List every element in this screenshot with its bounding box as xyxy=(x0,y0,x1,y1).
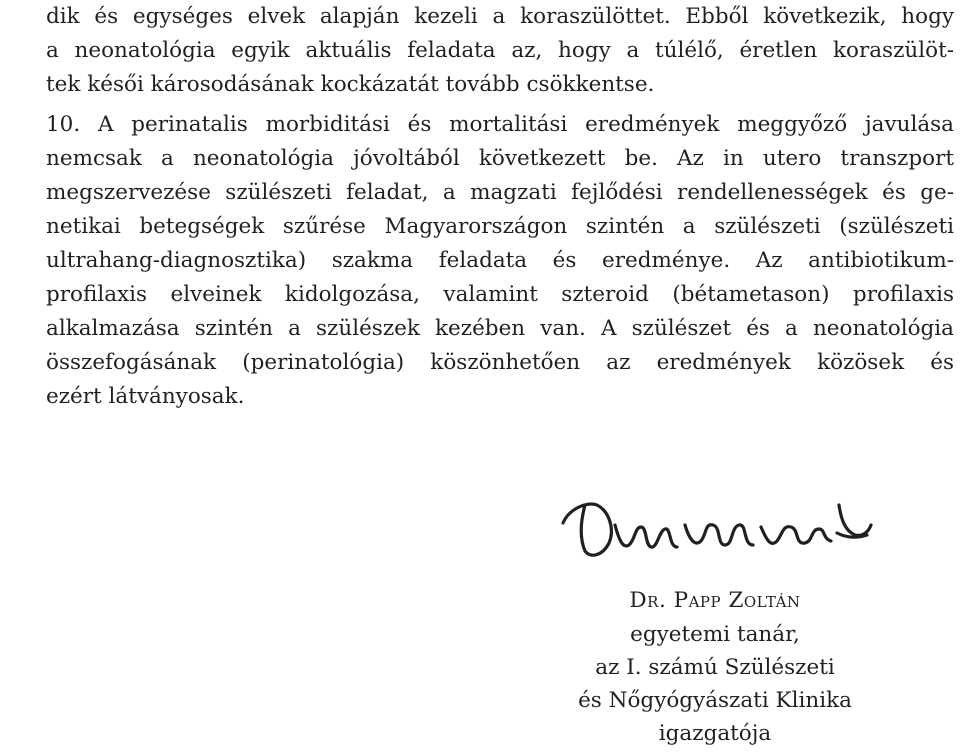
text-line: összefogásának (perinatológia) köszönhetően az eredmények közösek és xyxy=(46,350,954,375)
signature-clinic-line: az I. számú Szülészeti xyxy=(595,655,835,680)
signature-role: igazgatója xyxy=(658,721,772,746)
text-line: megszervezése szülészeti feladat, a magzati fejlődési rendellenességek és ge- xyxy=(46,180,954,205)
text-line: ezért látványosak. xyxy=(46,384,245,409)
text-line: dik és egységes elvek alapján kezeli a koraszülöttet. Ebből következik, hogy xyxy=(46,4,954,29)
text-line: 10. A perinatalis morbiditási és mortalitási eredmények meggyőző javulása xyxy=(46,112,954,137)
signature-title: egyetemi tanár, xyxy=(630,622,800,647)
text-line: profilaxis elveinek kidolgozása, valamint szteroid (bétametason) profilaxis xyxy=(46,282,954,307)
signature-clinic-line: és Nőgyógyászati Klinika xyxy=(578,688,852,713)
text-line: tek késői károsodásának kockázatát tovább csökkentse. xyxy=(46,72,655,97)
text-line: nemcsak a neonatológia jóvoltából következett be. Az in utero transzport xyxy=(46,146,954,171)
text-line: netikai betegségek szűrése Magyarországon szintén a szülészeti (szülészeti xyxy=(46,214,954,239)
text-line: a neonatológia egyik aktuális feladata az, hogy a túlélő, éretlen koraszülöt- xyxy=(46,38,954,63)
signature-name: Dr. Papp Zoltán xyxy=(629,588,801,613)
text-line: ultrahang-diagnosztika) szakma feladata és eredménye. Az antibiotikum- xyxy=(46,248,954,273)
handwritten-signature xyxy=(555,485,875,575)
text-line: alkalmazása szintén a szülészek kezében van. A szülészet és a neonatológia xyxy=(46,316,954,341)
